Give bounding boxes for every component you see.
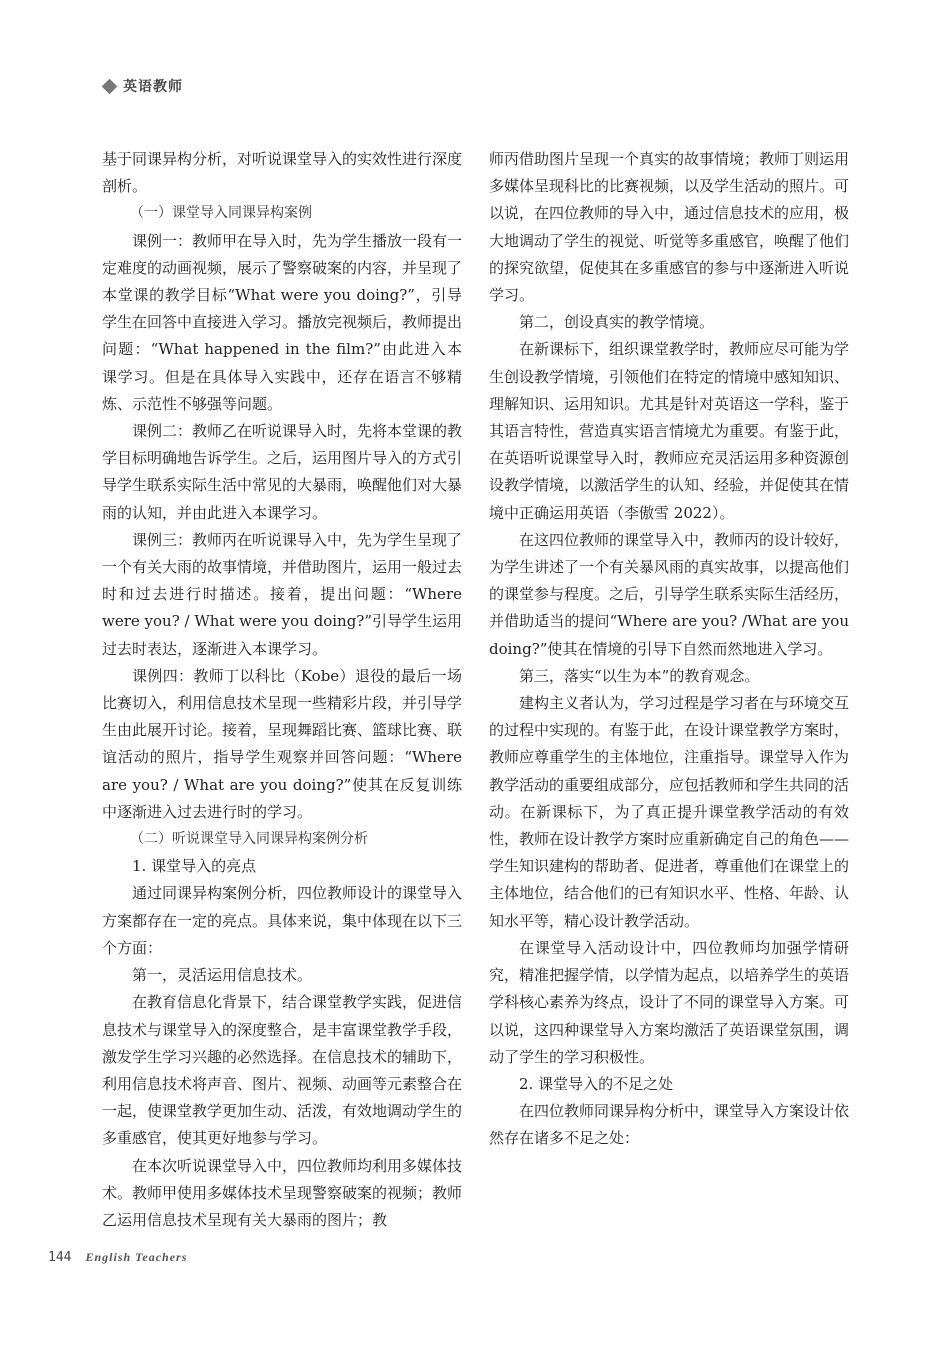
subsection-heading: 1. 课堂导入的亮点 (132, 857, 257, 876)
section-heading: （二）听说课堂导入同课异构案例分析 (130, 831, 368, 848)
journal-name-english: English Teachers (85, 1250, 188, 1264)
page-footer (48, 1250, 187, 1265)
paragraph: 课例一：教师甲在导入时，先为学生播放一段有一定难度的动画视频，展示了警察破案的内容，并呈现了本堂课的教学目标“What were you doing?”，引导学生在回答中直接进入学习。播放完视频后，教师提出问题：“What happened in the film?”由此进入本课学习。但是在具体导入实践中，还存在语言不够精炼、示范性不够强等问题。 (102, 231, 463, 413)
paragraph: 在课堂导入活动设计中，四位教师均加强学情研究，精准把握学情，以学情为起点，以培养学生的英语学科核心素养为终点，设计了不同的课堂导入方案。可以说，这四种课堂导入方案均激活了英语课堂氛围，调动了学生的学习积极性。 (489, 938, 850, 1066)
paragraph: 第三，落实“以生为本”的教育观念。 (519, 666, 760, 685)
subsection-heading: 2. 课堂导入的不足之处 (519, 1074, 674, 1093)
section-heading: （一）课堂导入同课异构案例 (130, 205, 312, 222)
paragraph: 在新课标下，组织课堂教学时，教师应尽可能为学生创设教学情境，引领他们在特定的情境中感知知识、理解知识、运用知识。尤其是针对英语这一学科，鉴于其语言特性，营造真实语言情境尤为重要。有鉴于此，在英语听说课堂导入时，教师应充灵活运用多种资源创设教学情境，以激活学生的认知、经验，并促使其在情境中正确运用英语（李傲雪 2022）。 (489, 340, 850, 522)
journal-name: 英语教师 (123, 79, 183, 95)
running-header (104, 76, 183, 96)
paragraph: 在这四位教师的课堂导入中，教师丙的设计较好，为学生讲述了一个有关暴风雨的真实故事，以提高他们的课堂参与程度。之后，引导学生联系实际生活经历，并借助适当的提问“Where are you? /What are you doing?”使其在情境的引导下自然而然地进入学习。 (489, 530, 850, 658)
paragraph: 在四位教师同课异构分析中，课堂导入方案设计依然存在诸多不足之处： (489, 1102, 850, 1148)
page-number: 144 (48, 1250, 72, 1265)
right-column (489, 146, 849, 1153)
paragraph: 在教育信息化背景下，结合课堂教学实践，促进信息技术与课堂导入的深度整合，是丰富课堂教学手段，激发学生学习兴趣的必然选择。在信息技术的辅助下，利用信息技术将声音、图片、视频、动画等元素整合在一起，使课堂教学更加生动、活泼，有效地调动学生的多重感官，使其更好地参与学习。 (102, 993, 463, 1148)
diamond-bullet-icon (102, 78, 118, 94)
paragraph: 在本次听说课堂导入中，四位教师均利用多媒体技术。教师甲使用多媒体技术呈现警察破案的视频；教师乙运用信息技术呈现有关大暴雨的图片；教 (102, 1156, 463, 1229)
paragraph: 建构主义者认为，学习过程是学习者在与环境交互的过程中实现的。有鉴于此，在设计课堂教学方案时，教师应尊重学生的主体地位，注重指导。课堂导入作为教学活动的重要组成部分，应包括教师和学生共同的活动。在新课标下，为了真正提升课堂教学活动的有效性，教师在设计教学方案时应重新确定自己的角色——学生知识建构的帮助者、促进者，尊重他们在课堂上的主体地位，结合他们的已有知识水平、性格、年龄、认知水平等，精心设计教学活动。 (489, 694, 850, 930)
paragraph: 通过同课异构案例分析，四位教师设计的课堂导入方案都存在一定的亮点。具体来说，集中体现在以下三个方面： (102, 884, 463, 957)
paragraph: 课例二：教师乙在听说课导入时，先将本堂课的教学目标明确地告诉学生。之后，运用图片导入的方式引导学生联系实际生活中常见的大暴雨，唤醒他们对大暴雨的认知，并由此进入本课学习。 (102, 422, 463, 522)
paragraph: 课例三：教师丙在听说课导入中，先为学生呈现了一个有关大雨的故事情境，并借助图片，运用一般过去时和过去进行时描述。接着，提出问题：“Where were you? / What were you doing?”引导学生运用过去时表达，逐渐进入本课学习。 (102, 530, 463, 658)
paragraph: 基于同课异构分析，对听说课堂导入的实效性进行深度剖析。 (102, 150, 463, 196)
paragraph: 师丙借助图片呈现一个真实的故事情境；教师丁则运用多媒体呈现科比的比赛视频，以及学生活动的照片。可以说，在四位教师的导入中，通过信息技术的应用，极大地调动了学生的视觉、听觉等多重感官，唤醒了他们的探究欲望，促使其在多重感官的参与中逐渐进入听说学习。 (489, 150, 850, 305)
paragraph: 第二，创设真实的教学情境。 (519, 313, 715, 332)
paragraph: 课例四：教师丁以科比（Kobe）退役的最后一场比赛切入，利用信息技术呈现一些精彩片段，并引导学生由此展开讨论。接着，呈现舞蹈比赛、篮球比赛、联谊活动的照片，指导学生观察并回答问题：“Where are you? / What are you doing?”使其在反复训练中逐渐进入过去进行时的学习。 (102, 666, 463, 821)
paragraph: 第一，灵活运用信息技术。 (132, 966, 313, 985)
left-column (102, 146, 462, 1234)
